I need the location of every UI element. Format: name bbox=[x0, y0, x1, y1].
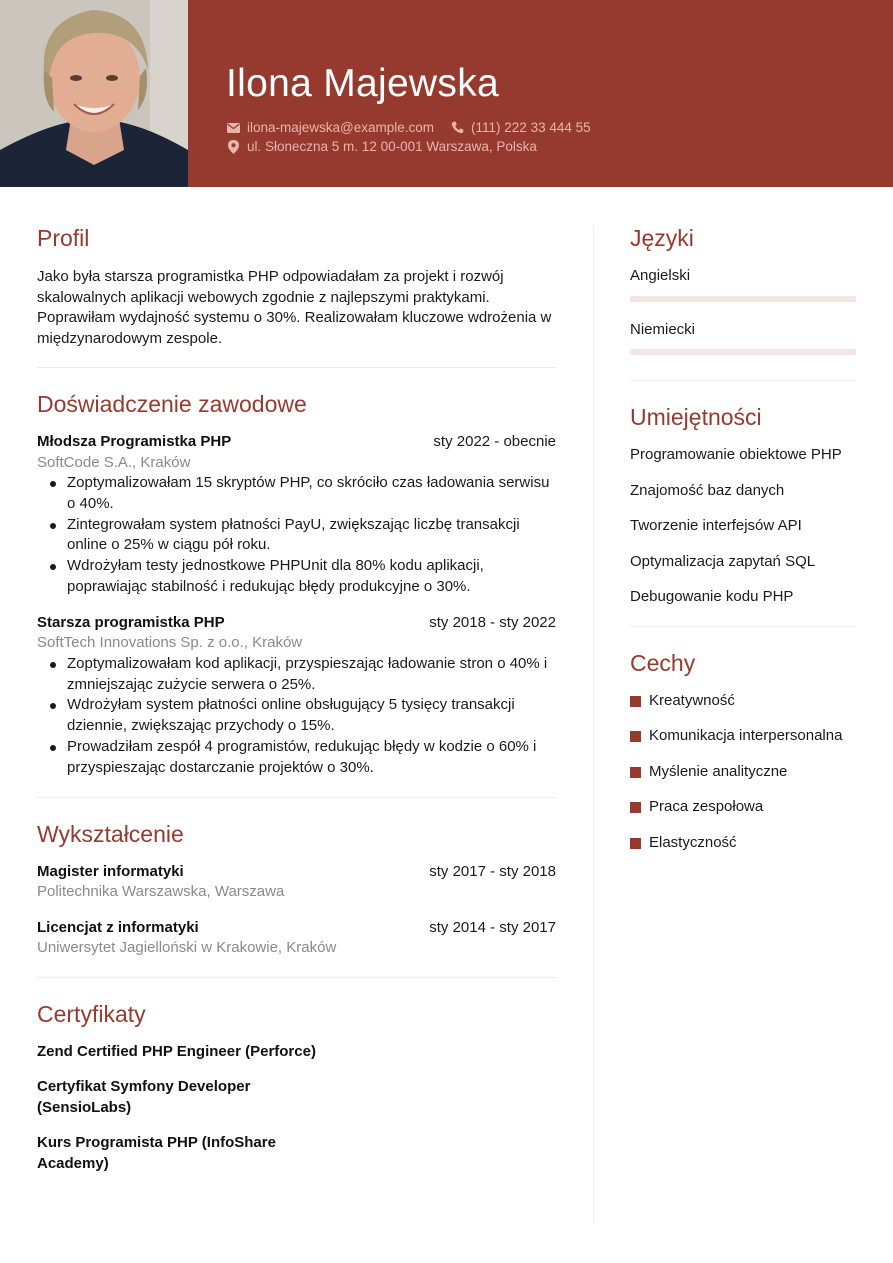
school-name: Uniwersytet Jagielloński w Krakowie, Kraków bbox=[37, 939, 337, 957]
section-divider bbox=[630, 626, 856, 627]
skill-item: Debugowanie kodu PHP bbox=[630, 588, 794, 605]
education-entry bbox=[37, 918, 556, 959]
achievement-item: Zoptymalizowałam kod aplikacji, przyspieszając ładowanie stron o 40% i zmniejszając zużycie serwera o 25%. bbox=[37, 654, 556, 696]
header-banner bbox=[0, 0, 893, 187]
main-column bbox=[37, 222, 556, 1174]
profile-summary: Jako była starsza programistka PHP odpowiadałam za projekt i rozwój skalowalnych aplikacji webowych zgodnie z najlepszymi praktykami. Poprawiłam wydajność systemu o 30%. Realizowałam kluczowe wdrożenia w międzynarodowym zespole. bbox=[37, 268, 552, 347]
square-bullet-icon bbox=[630, 731, 641, 742]
education-dates: sty 2017 - sty 2018 bbox=[429, 862, 556, 880]
traits-section bbox=[630, 647, 856, 854]
certificate-item: Zend Certified PHP Engineer (Perforce) bbox=[37, 1042, 316, 1060]
section-title-education: Wykształcenie bbox=[37, 820, 184, 847]
language-item bbox=[630, 320, 856, 356]
degree-title: Magister informatyki bbox=[37, 862, 184, 880]
language-level-bar bbox=[630, 349, 856, 355]
skill-item: Tworzenie interfejsów API bbox=[630, 517, 802, 534]
job-title: Starsza programistka PHP bbox=[37, 613, 225, 631]
certificates-section bbox=[37, 998, 556, 1175]
map-pin-icon bbox=[226, 140, 240, 154]
language-level-bar bbox=[630, 296, 856, 302]
phone-icon bbox=[450, 121, 464, 135]
education-entry bbox=[37, 862, 556, 903]
section-divider bbox=[630, 380, 856, 381]
experience-entry bbox=[37, 613, 556, 779]
job-company: SoftCode S.A., Kraków bbox=[37, 453, 191, 471]
achievement-item: Zoptymalizowałam 15 skryptów PHP, co skróciło czas ładowania serwisu o 40%. bbox=[37, 473, 556, 515]
section-title-skills: Umiejętności bbox=[630, 404, 762, 430]
address-text: ul. Słoneczna 5 m. 12 00-001 Warszawa, Polska bbox=[247, 139, 537, 154]
square-bullet-icon bbox=[630, 767, 641, 778]
portrait-image bbox=[0, 0, 188, 187]
skill-item: Optymalizacja zapytań SQL bbox=[630, 552, 816, 570]
skills-section bbox=[630, 401, 856, 627]
language-item bbox=[630, 266, 856, 302]
square-bullet-icon bbox=[630, 696, 641, 707]
section-divider bbox=[37, 367, 556, 368]
section-title-profile: Profil bbox=[37, 225, 90, 251]
certificate-item: Kurs Programista PHP (InfoShare Academy) bbox=[37, 1134, 276, 1172]
section-title-languages: Języki bbox=[630, 225, 694, 251]
job-achievements bbox=[37, 473, 556, 598]
education-dates: sty 2014 - sty 2017 bbox=[429, 918, 556, 936]
achievement-item: Wdrożyłam system płatności online obsługujący 5 tysięcy transakcji dziennie, zwiększając przychody o 15%. bbox=[37, 695, 556, 737]
experience-entry bbox=[37, 432, 556, 598]
trait-label: Myślenie analityczne bbox=[649, 762, 788, 780]
job-dates: sty 2018 - sty 2022 bbox=[429, 613, 556, 631]
email-link[interactable]: ilona-majewska@example.com bbox=[247, 120, 435, 135]
skill-item: Znajomość baz danych bbox=[630, 481, 785, 499]
trait-label: Praca zespołowa bbox=[649, 798, 764, 815]
experience-section bbox=[37, 388, 556, 798]
profile-section bbox=[37, 222, 556, 368]
job-company: SoftTech Innovations Sp. z o.o., Kraków bbox=[37, 634, 303, 652]
trait-item bbox=[630, 726, 856, 747]
language-level-fill bbox=[630, 349, 856, 355]
profile-photo bbox=[0, 0, 188, 187]
section-title-traits: Cechy bbox=[630, 649, 696, 676]
trait-label: Elastyczność bbox=[649, 833, 737, 851]
trait-label: Kreatywność bbox=[649, 691, 735, 709]
candidate-name: Ilona Majewska bbox=[226, 62, 499, 105]
envelope-icon bbox=[226, 121, 240, 135]
phone-number[interactable]: (111) 222 33 444 55 bbox=[471, 120, 591, 135]
column-divider bbox=[593, 226, 594, 1224]
skill-item: Programowanie obiektowe PHP bbox=[630, 446, 842, 463]
square-bullet-icon bbox=[630, 838, 641, 849]
section-divider bbox=[37, 797, 556, 798]
job-dates: sty 2022 - obecnie bbox=[433, 433, 556, 450]
degree-title: Licencjat z informatyki bbox=[37, 918, 199, 936]
achievement-item: Wdrożyłam testy jednostkowe PHPUnit dla 80% kodu aplikacji, poprawiając stabilność i redukując błędy produkcyjne o 30%. bbox=[37, 556, 556, 598]
section-title-certificates: Certyfikaty bbox=[37, 1000, 146, 1027]
trait-item bbox=[630, 691, 856, 712]
language-name: Angielski bbox=[630, 267, 691, 284]
sidebar-column bbox=[630, 222, 856, 853]
school-name: Politechnika Warszawska, Warszawa bbox=[37, 883, 285, 901]
square-bullet-icon bbox=[630, 802, 641, 813]
achievement-item: Zintegrowałam system płatności PayU, zwiększając liczbę transakcji online o 25% w ciągu pół roku. bbox=[37, 515, 556, 557]
job-title: Młodsza Programistka PHP bbox=[37, 433, 232, 450]
language-level-fill bbox=[630, 296, 856, 302]
contact-row-address bbox=[226, 139, 537, 154]
languages-section bbox=[630, 222, 856, 381]
trait-label: Komunikacja interpersonalna bbox=[649, 727, 843, 744]
trait-item bbox=[630, 797, 856, 818]
section-divider bbox=[37, 977, 556, 978]
trait-item bbox=[630, 833, 856, 854]
contact-row-primary bbox=[226, 120, 591, 135]
trait-item bbox=[630, 762, 856, 783]
section-title-experience: Doświadczenie zawodowe bbox=[37, 391, 307, 417]
job-achievements bbox=[37, 654, 556, 779]
language-name: Niemiecki bbox=[630, 320, 696, 338]
phone-group bbox=[450, 120, 591, 135]
achievement-item: Prowadziłam zespół 4 programistów, redukując błędy w kodzie o 60% i przyspieszając dostarczanie projektów o 30%. bbox=[37, 737, 556, 779]
education-section bbox=[37, 818, 556, 978]
certificate-item: Certyfikat Symfony Developer (SensioLabs) bbox=[37, 1078, 251, 1116]
